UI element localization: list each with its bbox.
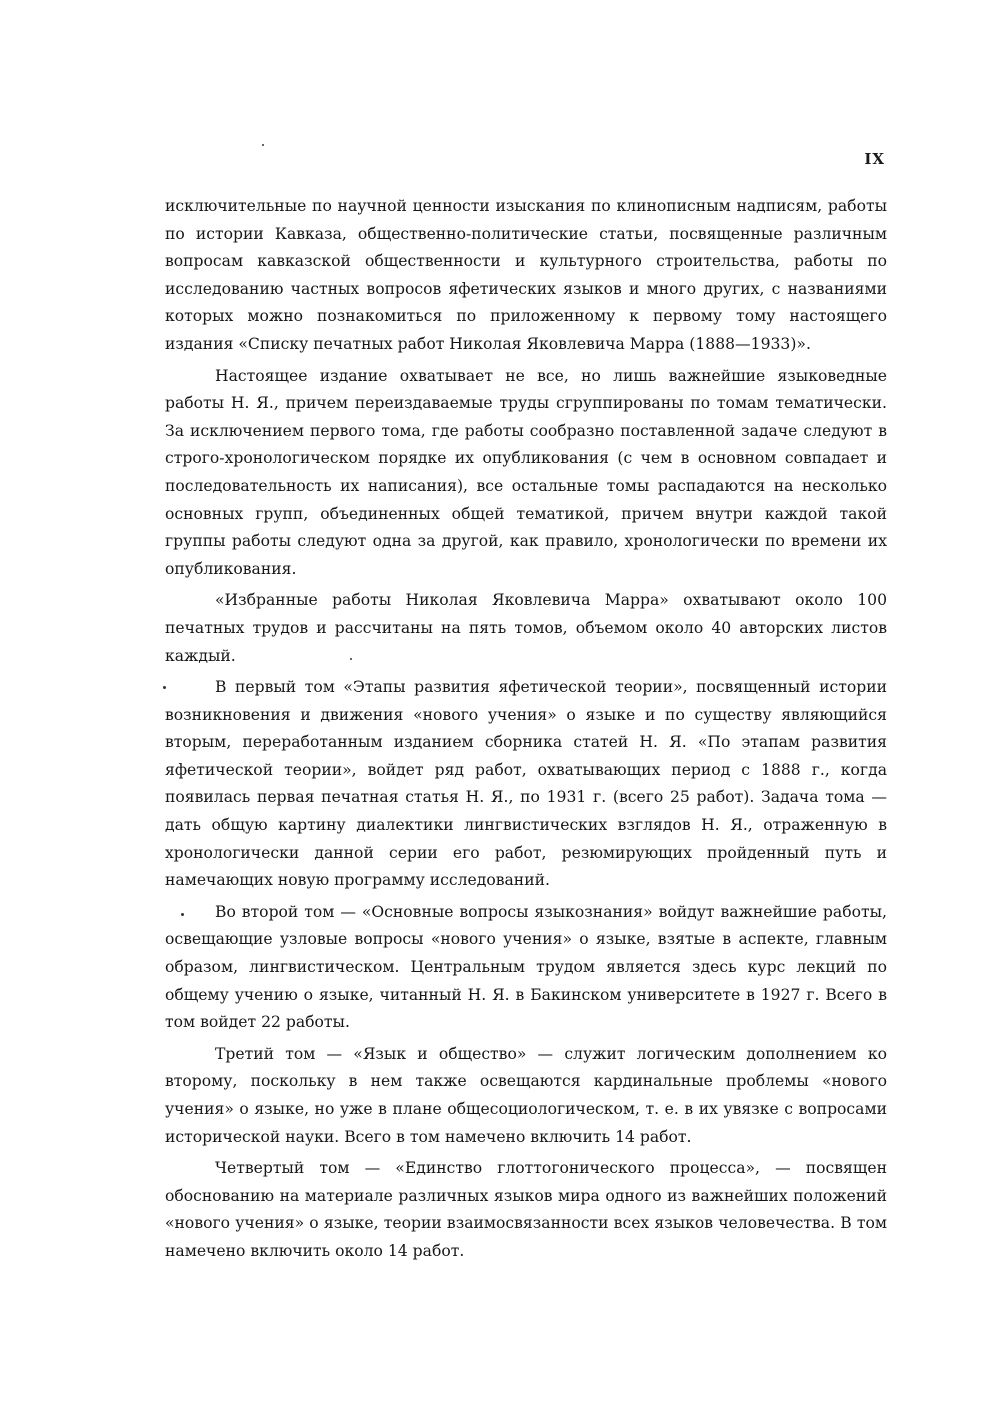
- paragraph-volume-two: Во второй том — «Основные вопросы языкознания» войдут важнейшие работы, освещающие узловые вопросы «нового учения» о языке, взятые в аспекте, главным образом, лингвистическом. Центральным трудом является здесь курс лекций по общему учению о языке, читанный Н. Я. в Бакинском университете в 1927 г. Всего в том войдет 22 работы.: [165, 902, 887, 1032]
- page-number: IX: [864, 150, 885, 168]
- paragraph-volume-three: Третий том — «Язык и общество» — служит логическим дополнением ко второму, поскольку в нем также освещаются кардинальные проблемы «нового учения» о языке, но уже в плане общесоциологическом, т. е. в их увязке с вопросами исторической науки. Всего в том намечено включить 14 работ.: [165, 1044, 887, 1146]
- paragraph-volume-one: В первый том «Этапы развития яфетической теории», посвященный истории возникновения и движения «нового учения» о языке и по существу являющийся вторым, переработанным изданием сборника статей Н. Я. «По этапам развития яфетической теории», войдет ряд работ, охватывающих период с 1888 г., когда появилась первая печатная статья Н. Я., по 1931 г. (всего 25 работ). Задача тома — дать общую картину диалектики лингвистических взглядов Н. Я., отраженную в хронологически данной серии его работ, резюмирующих пройденный путь и намечающих новую программу исследований.: [165, 678, 887, 890]
- scan-speck: [181, 913, 184, 916]
- paragraph-volume-four: Четвертый том — «Единство глоттогонического процесса», — посвящен обоснованию на материале различных языков мира одного из важнейших положений «нового учения» о языке, теории взаимосвязанности всех языков человечества. В том намечено включить около 14 работ.: [165, 1159, 887, 1260]
- scan-speck: [262, 144, 264, 146]
- body-text: [165, 193, 887, 1266]
- paragraph-edition-scope: Настоящее издание охватывает не все, но лишь важнейшие языковедные работы Н. Я., причем переиздаваемые труды сгруппированы по томам тематически. За исключением первого тома, где работы сообразно поставленной задаче следуют в строго-хронологическом порядке их опубликования (с чем в основном совпадает и последовательность их написания), все остальные томы распадаются на несколько основных групп, объединенных общей тематикой, причем внутри каждой такой группы работы следуют одна за другой, как правило, хронологически по времени их опубликования.: [165, 366, 887, 578]
- paragraph-continuation: исключительные по научной ценности изыскания по клинописным надписям, работы по истории Кавказа, общественно-политические статьи, посвященные различным вопросам кавказской общественности и культурного строительства, работы по исследованию частных вопросов яфетических языков и много других, с названиями которых можно познакомиться по приложенному к первому тому настоящего издания «Списку печатных работ Николая Яковлевича Марра (1888—1933)».: [165, 197, 887, 353]
- scan-speck: [350, 658, 352, 660]
- scan-speck: [163, 686, 166, 689]
- paragraph-selected-works: «Избранные работы Николая Яковлевича Марра» охватывают около 100 печатных трудов и рассчитаны на пять томов, объемом около 40 авторских листов каждый.: [165, 591, 887, 665]
